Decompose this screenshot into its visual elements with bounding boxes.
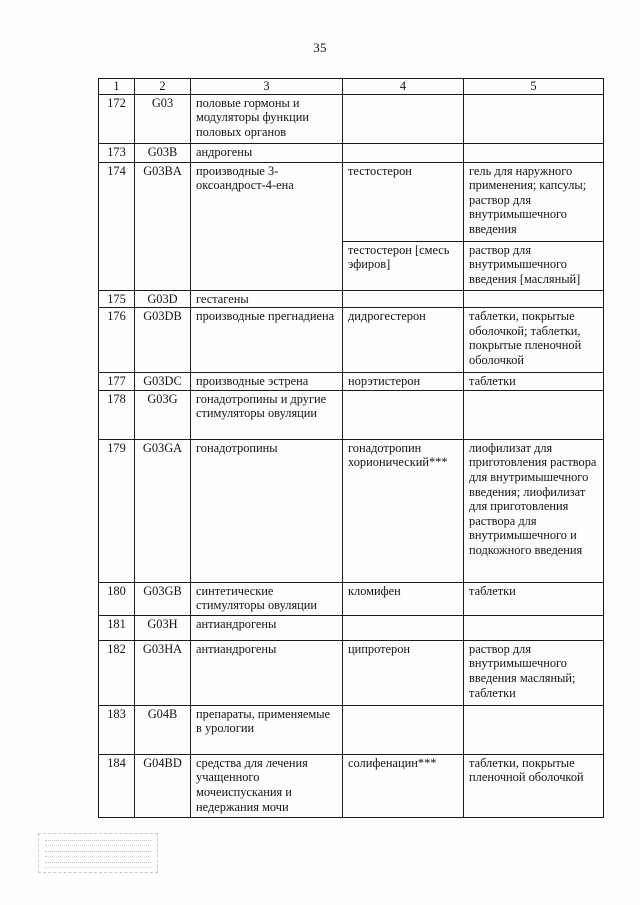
- group-name: средства для лечения учащенного мочеиспускания и недержания мочи: [191, 754, 343, 817]
- header-cell: 3: [191, 79, 343, 95]
- atc-code: G03GB: [135, 582, 191, 615]
- stamp-lines: [45, 840, 151, 873]
- drug-name: ципротерон: [343, 640, 464, 705]
- table-row: [99, 94, 604, 143]
- row-number: 184: [99, 754, 135, 817]
- dosage-form: [464, 705, 604, 754]
- atc-code: G03G: [135, 390, 191, 439]
- drug-name: солифенацин***: [343, 754, 464, 817]
- group-name: производные 3-оксоандрост-4-ена: [191, 162, 343, 290]
- drug-name: тестостерон: [343, 162, 464, 241]
- table-row: [99, 705, 604, 754]
- table-row: [99, 290, 604, 308]
- drug-name: [343, 705, 464, 754]
- table-row: [99, 640, 604, 705]
- dosage-form: раствор для внутримышечного введения масляный; таблетки: [464, 640, 604, 705]
- row-number: 175: [99, 290, 135, 308]
- row-number: 176: [99, 308, 135, 373]
- row-number: 174: [99, 162, 135, 290]
- dosage-form: таблетки, покрытые оболочкой; таблетки, покрытые пленочной оболочкой: [464, 308, 604, 373]
- row-number: 179: [99, 439, 135, 582]
- group-name: синтетические стимуляторы овуляции: [191, 582, 343, 615]
- atc-code: G03: [135, 94, 191, 143]
- header-cell: 5: [464, 79, 604, 95]
- faint-stamp: [38, 833, 158, 873]
- atc-code: G04B: [135, 705, 191, 754]
- atc-code: G03DB: [135, 308, 191, 373]
- atc-code: G03HA: [135, 640, 191, 705]
- drug-name: [343, 390, 464, 439]
- group-name: антиандрогены: [191, 615, 343, 640]
- dosage-form: [464, 143, 604, 162]
- group-name: гонадотропины и другие стимуляторы овуляции: [191, 390, 343, 439]
- table-row: [99, 143, 604, 162]
- drug-list-table: [98, 78, 604, 818]
- atc-code: G03DC: [135, 373, 191, 391]
- drug-name: гонадотропин хорионический***: [343, 439, 464, 582]
- dosage-form: таблетки, покрытые пленочной оболочкой: [464, 754, 604, 817]
- table-row: [99, 615, 604, 640]
- atc-code: G03BA: [135, 162, 191, 290]
- atc-code: G04BD: [135, 754, 191, 817]
- group-name: гестагены: [191, 290, 343, 308]
- atc-code: G03D: [135, 290, 191, 308]
- drug-name: [343, 94, 464, 143]
- dosage-form: таблетки: [464, 582, 604, 615]
- dosage-form: лиофилизат для приготовления раствора для внутримышечного введения; лиофилизат для приготовления раствора для внутримышечного и подкожного введения: [464, 439, 604, 582]
- table-row: [99, 390, 604, 439]
- drug-name: [343, 615, 464, 640]
- atc-code: G03GA: [135, 439, 191, 582]
- drug-name: кломифен: [343, 582, 464, 615]
- group-name: гонадотропины: [191, 439, 343, 582]
- header-cell: 1: [99, 79, 135, 95]
- table-row: [99, 439, 604, 582]
- dosage-form: [464, 94, 604, 143]
- group-name: антиандрогены: [191, 640, 343, 705]
- group-name: половые гормоны и модуляторы функции половых органов: [191, 94, 343, 143]
- header-cell: 2: [135, 79, 191, 95]
- group-name: андрогены: [191, 143, 343, 162]
- row-number: 172: [99, 94, 135, 143]
- drug-name: тестостерон [смесь эфиров]: [343, 241, 464, 290]
- group-name: производные прегнадиена: [191, 308, 343, 373]
- header-cell: 4: [343, 79, 464, 95]
- group-name: препараты, применяемые в урологии: [191, 705, 343, 754]
- group-name: производные эстрена: [191, 373, 343, 391]
- dosage-form: [464, 290, 604, 308]
- dosage-form: таблетки: [464, 373, 604, 391]
- table-row: [99, 754, 604, 817]
- dosage-form: [464, 615, 604, 640]
- drug-name: [343, 290, 464, 308]
- drug-name: норэтистерон: [343, 373, 464, 391]
- table-row: [99, 308, 604, 373]
- row-number: 182: [99, 640, 135, 705]
- row-number: 183: [99, 705, 135, 754]
- atc-code: G03H: [135, 615, 191, 640]
- drug-name: [343, 143, 464, 162]
- row-number: 178: [99, 390, 135, 439]
- dosage-form: [464, 390, 604, 439]
- row-number: 173: [99, 143, 135, 162]
- row-number: 180: [99, 582, 135, 615]
- dosage-form: раствор для внутримышечного введения [масляный]: [464, 241, 604, 290]
- row-number: 181: [99, 615, 135, 640]
- page-number: 35: [313, 40, 327, 55]
- table-row: [99, 373, 604, 391]
- atc-code: G03B: [135, 143, 191, 162]
- table-row: [99, 582, 604, 615]
- dosage-form: гель для наружного применения; капсулы; раствор для внутримышечного введения: [464, 162, 604, 241]
- row-number: 177: [99, 373, 135, 391]
- drug-name: дидрогестерон: [343, 308, 464, 373]
- table-header-row: [99, 79, 604, 95]
- table-row: [99, 162, 604, 241]
